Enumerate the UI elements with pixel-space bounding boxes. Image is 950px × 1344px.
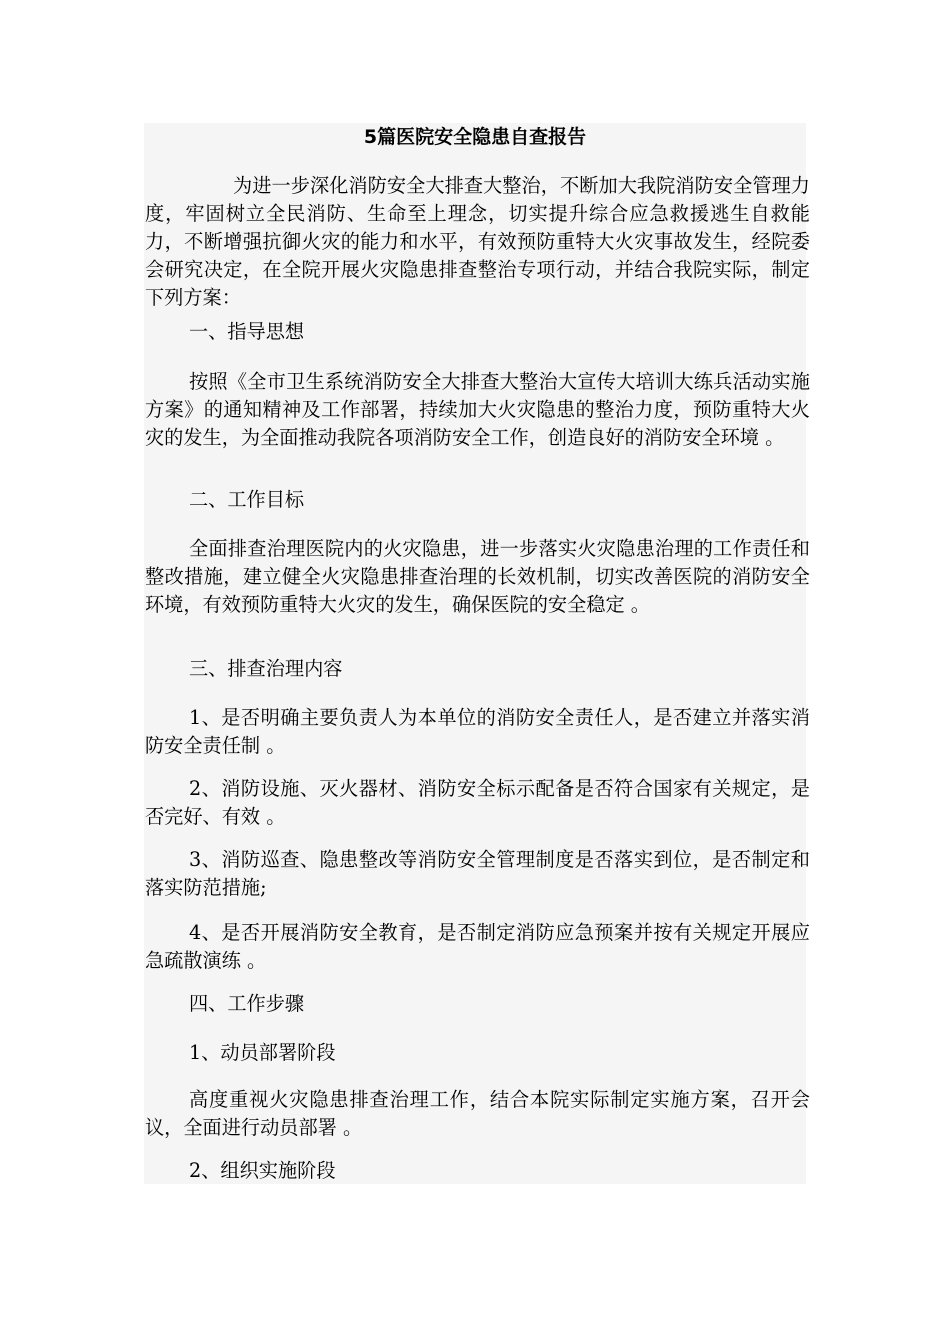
section-heading-work-goal: 二、工作目标 <box>189 488 305 511</box>
guiding-thought-paragraph: 按照《全市卫生系统消防安全大排查大整治大宣传大培训大练兵活动实施方案》的通知精神及工作部署，持续加大火灾隐患的整治力度，预防重特大火灾的发生，为全面推动我院各项消防安全工作，创造良好的消防安全环境 。 <box>145 370 810 449</box>
work-goal-paragraph: 全面排查治理医院内的火灾隐患，进一步落实火灾隐患治理的工作责任和整改措施，建立健全火灾隐患排查治理的长效机制，切实改善医院的消防安全环境，有效预防重特大火灾的发生，确保医院的安全稳定 。 <box>145 537 810 616</box>
inspection-item-1: 1、是否明确主要负责人为本单位的消防安全责任人，是否建立并落实消防安全责任制 。 <box>145 706 810 757</box>
inspection-item-4: 4、是否开展消防安全教育，是否制定消防应急预案并按有关规定开展应急疏散演练 。 <box>145 921 810 972</box>
inspection-item-3: 3、消防巡查、隐患整改等消防安全管理制度是否落实到位，是否制定和落实防范措施; <box>145 848 810 899</box>
document-title: 5篇医院安全隐患自查报告 <box>363 126 587 148</box>
inspection-item-2: 2、消防设施、灭火器材、消防安全标示配备是否符合国家有关规定，是否完好、有效 。 <box>145 777 810 828</box>
step-1-paragraph: 高度重视火灾隐患排查治理工作，结合本院实际制定实施方案，召开会议，全面进行动员部署 。 <box>145 1088 810 1139</box>
section-heading-work-steps: 四、工作步骤 <box>189 992 305 1015</box>
section-heading-guiding-thought: 一、指导思想 <box>189 320 305 343</box>
intro-paragraph: 为进一步深化消防安全大排查大整治，不断加大我院消防安全管理力度，牢固树立全民消防、生命至上理念，切实提升综合应急救援逃生自救能力，不断增强抗御火灾的能力和水平，有效预防重特大火灾事故发生，经院委会研究决定，在全院开展火灾隐患排查整治专项行动，并结合我院实际，制定下列方案： <box>145 174 810 309</box>
step-2-heading: 2、组织实施阶段 <box>189 1159 336 1182</box>
step-1-heading: 1、动员部署阶段 <box>189 1041 336 1064</box>
section-heading-inspection-content: 三、排查治理内容 <box>189 657 343 680</box>
